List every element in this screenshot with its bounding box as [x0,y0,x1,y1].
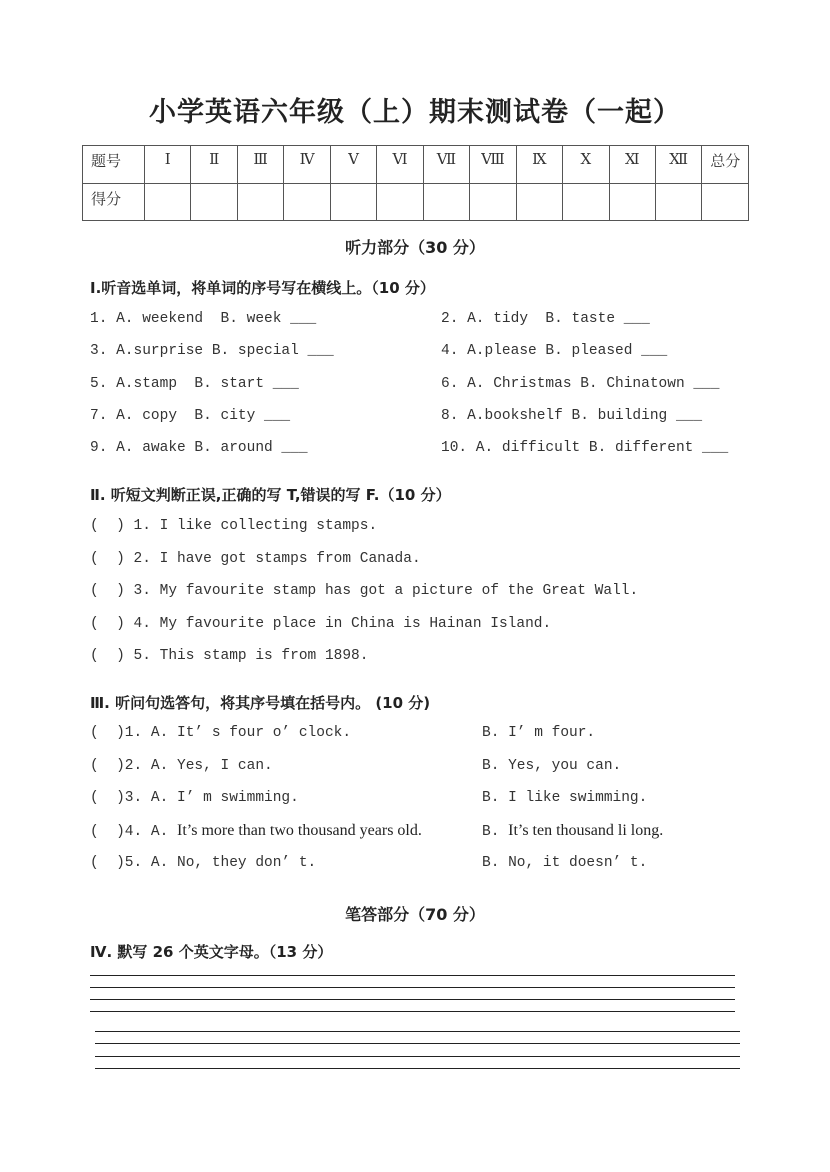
option-prefix: B. [482,824,509,840]
col-header: Ⅵ [377,146,423,184]
col-header: Ⅲ [237,146,283,184]
score-cell[interactable] [330,183,376,221]
score-cell[interactable] [470,183,516,221]
question-option-b [482,822,663,840]
question-option-b: B. Yes, you can. [482,758,622,774]
score-cell[interactable] [377,183,423,221]
question-item: 9. A. awake B. around ___ [90,440,308,456]
question-item: 5. A.stamp B. start ___ [90,376,299,392]
col-header: Ⅷ [470,146,516,184]
row-label: 得分 [83,183,145,221]
col-header: Ⅰ [145,146,191,184]
score-cell[interactable] [191,183,237,221]
col-header: Ⅳ [284,146,330,184]
question-item: 1. A. weekend B. week ___ [90,311,317,327]
col-header: Ⅸ [516,146,562,184]
col-header: Ⅱ [191,146,237,184]
question-item: ( ) 1. I like collecting stamps. [90,518,378,534]
question-option-a: ( )1. A. It’ s four o’ clock. [90,725,352,741]
score-cell[interactable] [702,183,749,221]
question-item: 3. A.surprise B. special ___ [90,343,334,359]
question-option-b: B. I like swimming. [482,790,648,806]
part3-heading: Ⅲ. 听问句选答句，将其序号填在括号内。 (10 分) [90,694,431,712]
question-option-a [90,822,422,840]
part4-heading: Ⅳ. 默写 26 个英文字母。（13 分） [90,943,333,961]
col-header: 总分 [702,146,749,184]
question-option-b: B. No, it doesn’ t. [482,855,648,871]
listening-section-title: 听力部分（30 分） [345,238,485,257]
col-header: Ⅻ [655,146,701,184]
score-cell[interactable] [516,183,562,221]
option-text: It’s more than two thousand years old. [177,822,422,839]
score-cell[interactable] [655,183,701,221]
writing-line[interactable] [95,1068,740,1069]
col-header: Ⅶ [423,146,469,184]
part2-heading: Ⅱ. 听短文判断正误,正确的写 T,错误的写 F.（10 分） [90,486,451,504]
writing-line[interactable] [95,1043,740,1044]
col-header: Ⅺ [609,146,655,184]
score-cell[interactable] [563,183,609,221]
question-item: 10. A. difficult B. different ___ [441,440,729,456]
part1-heading: Ⅰ.听音选单词，将单词的序号写在横线上。（10 分） [90,279,435,297]
writing-line[interactable] [90,975,735,976]
score-row [83,183,749,221]
score-cell[interactable] [609,183,655,221]
question-option-a: ( )3. A. I’ m swimming. [90,790,299,806]
question-item: ( ) 3. My favourite stamp has got a picture of the Great Wall. [90,583,639,599]
question-item: 7. A. copy B. city ___ [90,408,291,424]
row-label: 题号 [83,146,145,184]
option-text: It’s ten thousand li long. [508,822,664,839]
col-header: Ⅴ [330,146,376,184]
col-header: Ⅹ [563,146,609,184]
score-cell[interactable] [237,183,283,221]
score-cell[interactable] [284,183,330,221]
question-number-row [83,146,749,184]
writing-line[interactable] [90,999,735,1000]
writing-line[interactable] [90,1011,735,1012]
question-item: 8. A.bookshelf B. building ___ [441,408,703,424]
question-item: ( ) 4. My favourite place in China is Hainan Island. [90,616,552,632]
question-option-b: B. I’ m four. [482,725,596,741]
question-item: ( ) 5. This stamp is from 1898. [90,648,369,664]
writing-line[interactable] [90,987,735,988]
question-item: 6. A. Christmas B. Chinatown ___ [441,376,720,392]
score-table [82,145,749,221]
question-option-a: ( )2. A. Yes, I can. [90,758,273,774]
option-prefix: ( )4. A. [90,824,178,840]
question-item: ( ) 2. I have got stamps from Canada. [90,551,421,567]
question-option-a: ( )5. A. No, they don’ t. [90,855,317,871]
score-cell[interactable] [423,183,469,221]
question-item: 2. A. tidy B. taste ___ [441,311,650,327]
writing-line[interactable] [95,1056,740,1057]
page-title: 小学英语六年级（上）期末测试卷（一起） [149,97,681,128]
writing-line[interactable] [95,1031,740,1032]
writing-section-title: 笔答部分（70 分） [345,905,485,924]
question-item: 4. A.please B. pleased ___ [441,343,668,359]
score-cell[interactable] [145,183,191,221]
